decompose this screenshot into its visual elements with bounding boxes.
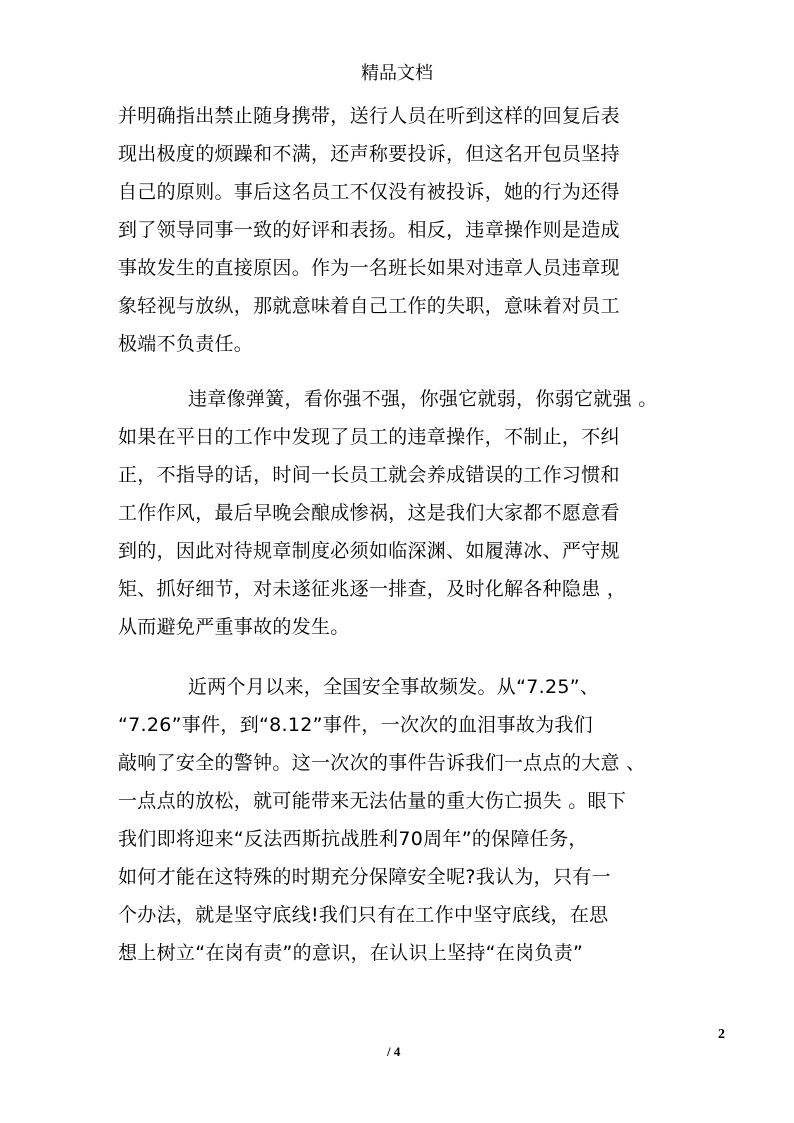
text-line: 如何才能在这特殊的时期充分保障安全呢?我认为，只有一: [118, 866, 611, 888]
text-line: 象轻视与放纵，那就意味着自己工作的失职，意味着对员工: [118, 295, 620, 317]
text-line: 到的，因此对待规章制度必须如临深渊、如履薄冰、严守规: [118, 540, 620, 562]
text-line: 从而避免严重事故的发生。: [118, 616, 350, 638]
text-line: 敲响了安全的警钟。这一次次的事件告诉我们一点点的大意 、: [118, 752, 646, 774]
text-line: 矩、抓好细节，对未遂征兆逐一排查，及时化解各种隐患 ，: [118, 578, 627, 600]
page-number: 2: [718, 1027, 725, 1042]
text-line: 自己的原则。事后这名员工不仅没有被投诉，她的行为还得: [118, 181, 620, 203]
page-total: / 4: [387, 1044, 401, 1059]
text-line: 正，不指导的话，时间一长员工就会养成错误的工作习惯和: [118, 464, 620, 486]
text-line: “7.26”事件，到“8.12”事件，一次次的血泪事故为我们: [118, 714, 593, 736]
page-header: 精品文档: [361, 63, 433, 84]
text-line: 现出极度的烦躁和不满，还声称要投诉，但这名开包员坚持: [118, 143, 620, 165]
paragraph-first-line: 违章像弹簧，看你强不强，你强它就弱，你弱它就强 。: [188, 388, 658, 410]
text-line: 事故发生的直接原因。作为一名班长如果对违章人员违章现: [118, 257, 620, 279]
text-line: 到了领导同事一致的好评和表扬。相反，违章操作则是造成: [118, 219, 620, 241]
text-line: 如果在平日的工作中发现了员工的违章操作，不制止，不纠: [118, 426, 620, 448]
text-line: 工作作风，最后早晚会酿成惨祸，这是我们大家都不愿意看: [118, 502, 620, 524]
text-line: 个办法，就是坚守底线!我们只有在工作中坚守底线，在思: [118, 904, 609, 926]
paragraph-first-line: 近两个月以来，全国安全事故频发。从“7.25”、: [188, 676, 600, 698]
text-line: 想上树立“在岗有责”的意识，在认识上坚持“在岗负责”: [118, 942, 584, 964]
text-line: 极端不负责任。: [118, 333, 254, 355]
text-line: 我们即将迎来“反法西斯抗战胜利70周年”的保障任务，: [118, 828, 588, 850]
text-line: 一点点的放松，就可能带来无法估量的重大伤亡损失 。眼下: [118, 790, 627, 812]
text-line: 并明确指出禁止随身携带，送行人员在听到这样的回复后表: [118, 105, 620, 127]
